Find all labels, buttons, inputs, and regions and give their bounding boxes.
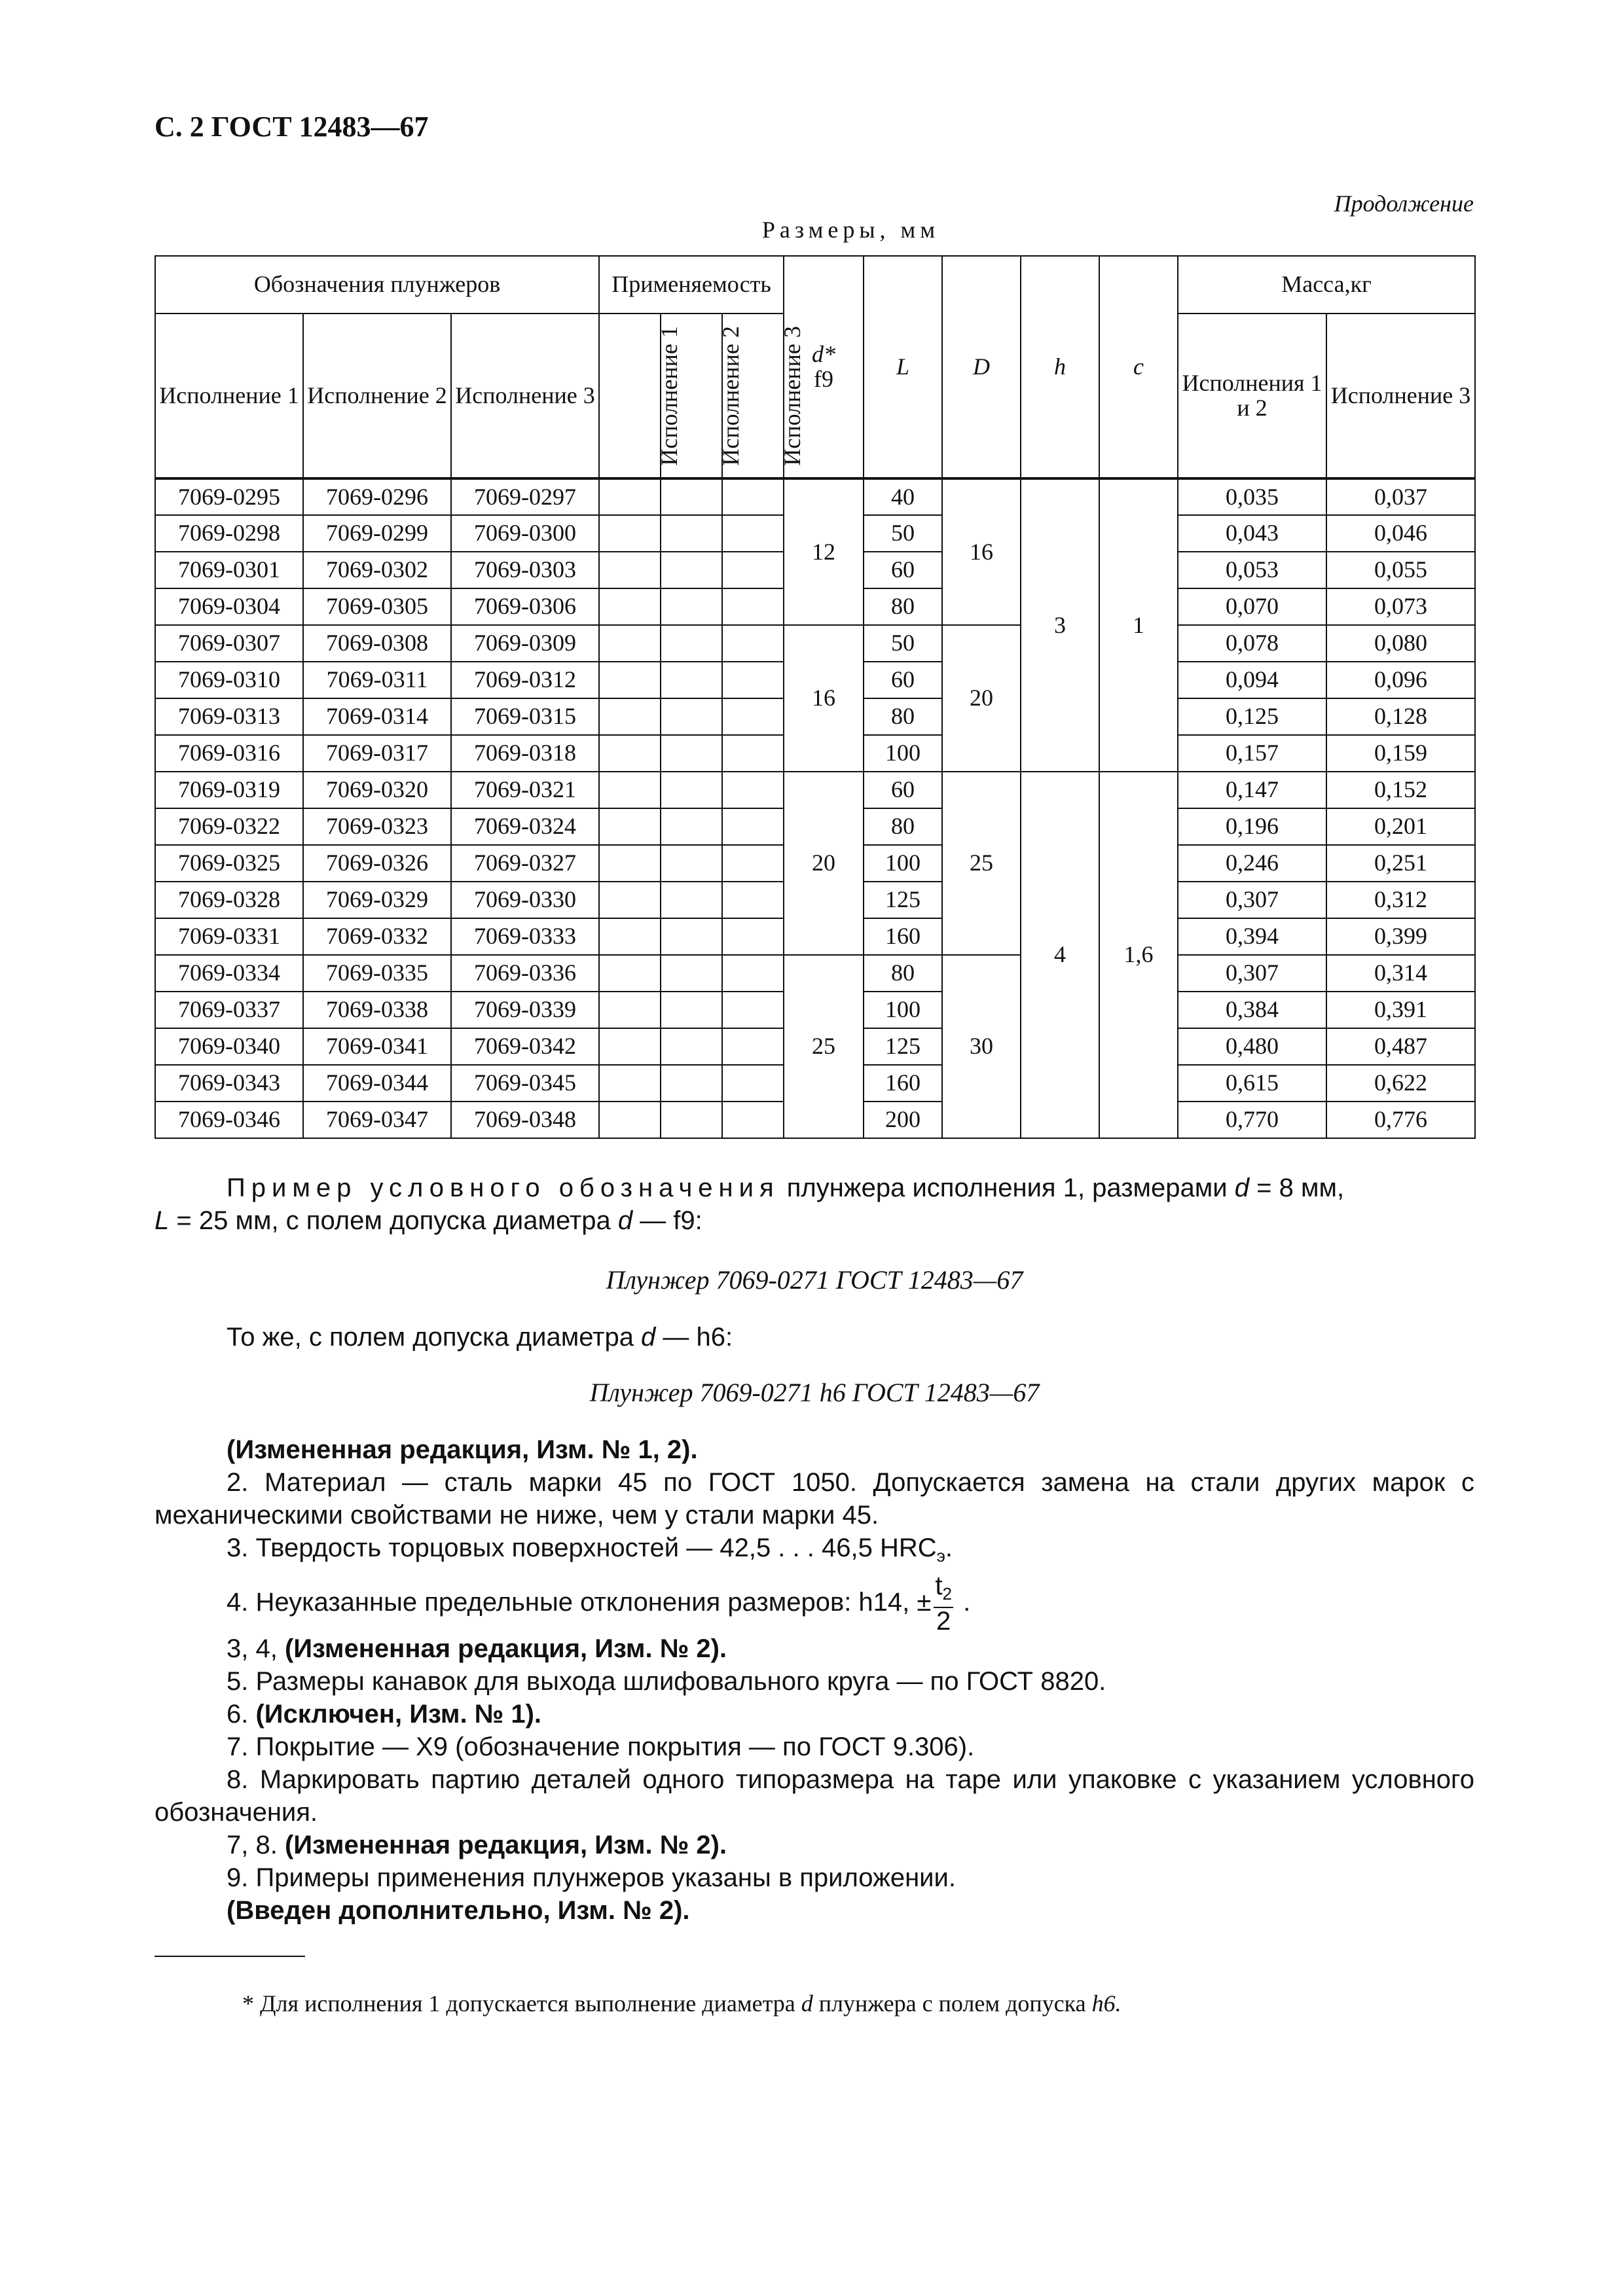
cell-mass3: 0,073 bbox=[1326, 588, 1475, 625]
cell-ex2: 7069-0329 bbox=[303, 882, 451, 918]
cell-app1 bbox=[599, 515, 661, 552]
cell-L: 50 bbox=[864, 515, 942, 552]
cell-ex2: 7069-0314 bbox=[303, 698, 451, 735]
note-3-text: 3. Твердость торцовых поверхностей — 42,5 . . . 46,5 HRC bbox=[227, 1534, 937, 1562]
cell-app1 bbox=[599, 808, 661, 845]
footnote-h6: h6. bbox=[1091, 1990, 1122, 2017]
cell-app2 bbox=[661, 1065, 722, 1102]
cell-d: 16 bbox=[784, 625, 864, 772]
cell-L: 60 bbox=[864, 552, 942, 588]
footnote-text-b: плунжера с полем допуска bbox=[812, 1990, 1092, 2017]
cell-app2 bbox=[661, 625, 722, 662]
cell-mass3: 0,201 bbox=[1326, 808, 1475, 845]
cell-app2 bbox=[661, 478, 722, 515]
cell-L: 50 bbox=[864, 625, 942, 662]
footnote-divider bbox=[155, 1956, 305, 1957]
cell-app1 bbox=[599, 478, 661, 515]
cell-mass12: 0,078 bbox=[1178, 625, 1326, 662]
fraction-numerator-sub: 2 bbox=[942, 1584, 952, 1604]
cell-app3 bbox=[722, 478, 784, 515]
cell-L: 125 bbox=[864, 882, 942, 918]
mass3-header: Исполнение 3 bbox=[1326, 314, 1475, 478]
cell-app2 bbox=[661, 882, 722, 918]
cell-ex1: 7069-0334 bbox=[155, 955, 303, 992]
cell-app3 bbox=[722, 845, 784, 882]
cell-mass12: 0,307 bbox=[1178, 955, 1326, 992]
example-text-3: = 25 мм, с полем допуска диаметра bbox=[169, 1206, 618, 1235]
L-symbol-text: L bbox=[155, 1206, 170, 1235]
note-6-prefix: 6. bbox=[227, 1700, 256, 1729]
cell-ex3: 7069-0324 bbox=[451, 808, 599, 845]
note-9: 9. Примеры применения плунжеров указаны в приложении. bbox=[227, 1863, 956, 1892]
cell-ex2: 7069-0341 bbox=[303, 1028, 451, 1065]
cell-mass12: 0,480 bbox=[1178, 1028, 1326, 1065]
cell-mass12: 0,394 bbox=[1178, 918, 1326, 955]
cell-ex1: 7069-0307 bbox=[155, 625, 303, 662]
cell-app2 bbox=[661, 515, 722, 552]
cell-mass3: 0,312 bbox=[1326, 882, 1475, 918]
cell-ex2: 7069-0311 bbox=[303, 662, 451, 698]
cell-L: 60 bbox=[864, 662, 942, 698]
cell-ex3: 7069-0303 bbox=[451, 552, 599, 588]
table-row bbox=[155, 955, 1475, 992]
cell-ex2: 7069-0347 bbox=[303, 1102, 451, 1138]
cell-L: 80 bbox=[864, 808, 942, 845]
cell-L: 160 bbox=[864, 918, 942, 955]
cell-ex3: 7069-0300 bbox=[451, 515, 599, 552]
cell-L: 100 bbox=[864, 735, 942, 772]
d-tolerance: f9 bbox=[814, 365, 834, 392]
cell-ex1: 7069-0316 bbox=[155, 735, 303, 772]
cell-L: 100 bbox=[864, 992, 942, 1028]
cell-ex3: 7069-0312 bbox=[451, 662, 599, 698]
mass12-header: Исполнения 1 и 2 bbox=[1178, 314, 1326, 478]
note-8: 8. Маркировать партию деталей одного типоразмера на таре или упаковке с указанием условного обозначения. bbox=[155, 1765, 1474, 1827]
cell-mass12: 0,615 bbox=[1178, 1065, 1326, 1102]
cell-ex3: 7069-0327 bbox=[451, 845, 599, 882]
cell-app3 bbox=[722, 552, 784, 588]
cell-mass3: 0,159 bbox=[1326, 735, 1475, 772]
cell-ex2: 7069-0335 bbox=[303, 955, 451, 992]
cell-app2 bbox=[661, 845, 722, 882]
cell-d: 20 bbox=[784, 772, 864, 955]
cell-mass12: 0,053 bbox=[1178, 552, 1326, 588]
cell-ex2: 7069-0299 bbox=[303, 515, 451, 552]
cell-app2 bbox=[661, 698, 722, 735]
page-header: С. 2 ГОСТ 12483—67 bbox=[155, 111, 429, 143]
cell-app1 bbox=[599, 992, 661, 1028]
cell-L: 100 bbox=[864, 845, 942, 882]
revision-34-prefix: 3, 4, bbox=[227, 1634, 285, 1663]
cell-ex2: 7069-0296 bbox=[303, 478, 451, 515]
cell-app2 bbox=[661, 772, 722, 808]
applicability-header: Применяемость bbox=[599, 256, 784, 314]
note-2: 2. Материал — сталь марки 45 по ГОСТ 1050. Допускается замена на стали других марок с механическими свойствами не ниже, чем у стали марки 45. bbox=[155, 1468, 1474, 1530]
fraction bbox=[934, 1573, 953, 1634]
d-symbol-text: d bbox=[1234, 1174, 1249, 1202]
cell-L: 80 bbox=[864, 955, 942, 992]
cell-ex2: 7069-0305 bbox=[303, 588, 451, 625]
cell-app1 bbox=[599, 552, 661, 588]
cell-ex1: 7069-0301 bbox=[155, 552, 303, 588]
L-header: L bbox=[864, 256, 942, 478]
cell-mass3: 0,080 bbox=[1326, 625, 1475, 662]
cell-app2 bbox=[661, 955, 722, 992]
fraction-denominator: 2 bbox=[936, 1607, 951, 1636]
cell-ex1: 7069-0346 bbox=[155, 1102, 303, 1138]
cell-app3 bbox=[722, 515, 784, 552]
cell-ex3: 7069-0348 bbox=[451, 1102, 599, 1138]
revision-78 bbox=[155, 1829, 1474, 1861]
note-4: 4. Неуказанные предельные отклонения размеров: h14, ± $\frac{t_2}{2}$ . bbox=[227, 1571, 971, 1636]
cell-ex3: 7069-0345 bbox=[451, 1065, 599, 1102]
cell-app1 bbox=[599, 882, 661, 918]
cell-app1 bbox=[599, 955, 661, 992]
cell-mass3: 0,314 bbox=[1326, 955, 1475, 992]
cell-ex3: 7069-0315 bbox=[451, 698, 599, 735]
cell-D: 20 bbox=[942, 625, 1021, 772]
table-row bbox=[155, 772, 1475, 808]
cell-app1 bbox=[599, 772, 661, 808]
cell-app1 bbox=[599, 662, 661, 698]
notes-block bbox=[155, 1433, 1474, 1927]
cell-app3 bbox=[722, 625, 784, 662]
cell-L: 80 bbox=[864, 698, 942, 735]
designations-header: Обозначения плунжеров bbox=[155, 256, 599, 314]
cell-mass3: 0,046 bbox=[1326, 515, 1475, 552]
cell-mass3: 0,251 bbox=[1326, 845, 1475, 882]
cell-mass12: 0,307 bbox=[1178, 882, 1326, 918]
note-4-text: 4. Неуказанные предельные отклонения размеров: h14, ± bbox=[227, 1588, 932, 1617]
plunger-table bbox=[155, 255, 1476, 1139]
cell-L: 125 bbox=[864, 1028, 942, 1065]
footnote bbox=[242, 1990, 1122, 2017]
D-header: D bbox=[942, 256, 1021, 478]
revision-78-bold: (Измененная редакция, Изм. № 2). bbox=[284, 1831, 727, 1859]
table-body bbox=[155, 478, 1475, 1138]
cell-ex2: 7069-0332 bbox=[303, 918, 451, 955]
cell-app3 bbox=[722, 1065, 784, 1102]
cell-mass3: 0,152 bbox=[1326, 772, 1475, 808]
d-symbol-text-3: d bbox=[641, 1323, 656, 1352]
sizes-caption: Размеры, мм bbox=[761, 217, 940, 243]
note-6-bold: (Исключен, Изм. № 1). bbox=[255, 1700, 542, 1729]
cell-ex1: 7069-0331 bbox=[155, 918, 303, 955]
cell-app3 bbox=[722, 808, 784, 845]
ex3-header: Исполнение 3 bbox=[451, 314, 599, 478]
cell-mass3: 0,622 bbox=[1326, 1065, 1475, 1102]
designation-2: Плунжер 7069-0271 h6 ГОСТ 12483—67 bbox=[589, 1378, 1040, 1407]
cell-ex1: 7069-0328 bbox=[155, 882, 303, 918]
cell-app1 bbox=[599, 735, 661, 772]
cell-ex1: 7069-0295 bbox=[155, 478, 303, 515]
cell-ex3: 7069-0297 bbox=[451, 478, 599, 515]
cell-ex3: 7069-0330 bbox=[451, 882, 599, 918]
cell-ex3: 7069-0336 bbox=[451, 955, 599, 992]
cell-ex3: 7069-0342 bbox=[451, 1028, 599, 1065]
footnote-d: d bbox=[801, 1990, 813, 2017]
cell-ex2: 7069-0344 bbox=[303, 1065, 451, 1102]
example-text-2: = 8 мм, bbox=[1249, 1174, 1345, 1202]
app2-label: Исполнение 2 bbox=[717, 325, 744, 466]
cell-app1 bbox=[599, 588, 661, 625]
cell-ex3: 7069-0309 bbox=[451, 625, 599, 662]
designation-1: Плунжер 7069-0271 ГОСТ 12483—67 bbox=[606, 1265, 1023, 1295]
cell-app3 bbox=[722, 1102, 784, 1138]
cell-app1 bbox=[599, 625, 661, 662]
cell-app2 bbox=[661, 662, 722, 698]
cell-ex1: 7069-0304 bbox=[155, 588, 303, 625]
cell-mass3: 0,399 bbox=[1326, 918, 1475, 955]
cell-app1 bbox=[599, 1028, 661, 1065]
continuation-label: Продолжение bbox=[1334, 190, 1474, 217]
note-9-added: (Введен дополнительно, Изм. № 2). bbox=[227, 1896, 690, 1925]
cell-app3 bbox=[722, 992, 784, 1028]
cell-mass12: 0,770 bbox=[1178, 1102, 1326, 1138]
cell-mass3: 0,487 bbox=[1326, 1028, 1475, 1065]
cell-c: 1 bbox=[1099, 478, 1178, 772]
revision-78-prefix: 7, 8. bbox=[227, 1831, 285, 1859]
fraction-numerator: t bbox=[935, 1571, 943, 1601]
cell-h: 3 bbox=[1021, 478, 1099, 772]
cell-app2 bbox=[661, 735, 722, 772]
cell-app3 bbox=[722, 662, 784, 698]
cell-L: 160 bbox=[864, 1065, 942, 1102]
cell-D: 30 bbox=[942, 955, 1021, 1138]
cell-app1 bbox=[599, 845, 661, 882]
cell-ex3: 7069-0306 bbox=[451, 588, 599, 625]
cell-ex1: 7069-0298 bbox=[155, 515, 303, 552]
cell-app3 bbox=[722, 955, 784, 992]
cell-ex3: 7069-0318 bbox=[451, 735, 599, 772]
cell-app1 bbox=[599, 1065, 661, 1102]
note-3: 3. Твердость торцовых поверхностей — 42,5 . . . 46,5 $HRC_э$. bbox=[227, 1534, 953, 1566]
cell-app3 bbox=[722, 588, 784, 625]
h-header: h bbox=[1021, 256, 1099, 478]
cell-D: 25 bbox=[942, 772, 1021, 955]
cell-mass3: 0,128 bbox=[1326, 698, 1475, 735]
note-3-sub: э bbox=[936, 1546, 945, 1566]
app1-header bbox=[599, 314, 682, 478]
cell-mass12: 0,147 bbox=[1178, 772, 1326, 808]
cell-ex1: 7069-0337 bbox=[155, 992, 303, 1028]
cell-app3 bbox=[722, 735, 784, 772]
cell-ex1: 7069-0313 bbox=[155, 698, 303, 735]
cell-d: 12 bbox=[784, 478, 864, 625]
example-paragraph bbox=[155, 1172, 1474, 1237]
cell-L: 60 bbox=[864, 772, 942, 808]
note-5: 5. Размеры канавок для выхода шлифовального круга — по ГОСТ 8820. bbox=[227, 1667, 1106, 1696]
cell-ex2: 7069-0302 bbox=[303, 552, 451, 588]
cell-app3 bbox=[722, 882, 784, 918]
cell-h: 4 bbox=[1021, 772, 1099, 1138]
cell-ex2: 7069-0338 bbox=[303, 992, 451, 1028]
cell-ex2: 7069-0326 bbox=[303, 845, 451, 882]
cell-app2 bbox=[661, 808, 722, 845]
cell-mass12: 0,035 bbox=[1178, 478, 1326, 515]
example-spaced: Пример условного обозначения bbox=[227, 1174, 780, 1202]
cell-L: 80 bbox=[864, 588, 942, 625]
cell-mass3: 0,055 bbox=[1326, 552, 1475, 588]
cell-ex1: 7069-0319 bbox=[155, 772, 303, 808]
cell-ex1: 7069-0325 bbox=[155, 845, 303, 882]
cell-ex2: 7069-0308 bbox=[303, 625, 451, 662]
cell-app2 bbox=[661, 992, 722, 1028]
revision-34-bold: (Измененная редакция, Изм. № 2). bbox=[284, 1634, 727, 1663]
cell-mass3: 0,776 bbox=[1326, 1102, 1475, 1138]
cell-app3 bbox=[722, 1028, 784, 1065]
same-h6-text-a: То же, с полем допуска диаметра bbox=[227, 1323, 642, 1352]
table-row bbox=[155, 478, 1475, 515]
cell-mass12: 0,157 bbox=[1178, 735, 1326, 772]
cell-app1 bbox=[599, 1102, 661, 1138]
cell-mass12: 0,246 bbox=[1178, 845, 1326, 882]
cell-mass12: 0,196 bbox=[1178, 808, 1326, 845]
cell-c: 1,6 bbox=[1099, 772, 1178, 1138]
note-6 bbox=[155, 1698, 1474, 1731]
cell-app1 bbox=[599, 918, 661, 955]
cell-mass12: 0,094 bbox=[1178, 662, 1326, 698]
app1-label: Исполнение 1 bbox=[655, 325, 682, 466]
cell-mass3: 0,096 bbox=[1326, 662, 1475, 698]
cell-mass3: 0,391 bbox=[1326, 992, 1475, 1028]
cell-ex1: 7069-0343 bbox=[155, 1065, 303, 1102]
footnote-text-a: * Для исполнения 1 допускается выполнение диаметра bbox=[242, 1990, 801, 2017]
cell-L: 40 bbox=[864, 478, 942, 515]
cell-app2 bbox=[661, 1028, 722, 1065]
cell-mass12: 0,384 bbox=[1178, 992, 1326, 1028]
c-header: c bbox=[1099, 256, 1178, 478]
cell-app2 bbox=[661, 1102, 722, 1138]
cell-mass12: 0,070 bbox=[1178, 588, 1326, 625]
revision-12: (Измененная редакция, Изм. № 1, 2). bbox=[227, 1435, 698, 1464]
ex2-header: Исполнение 2 bbox=[303, 314, 451, 478]
cell-app2 bbox=[661, 552, 722, 588]
cell-ex1: 7069-0322 bbox=[155, 808, 303, 845]
cell-ex1: 7069-0310 bbox=[155, 662, 303, 698]
mass-header: Масса,кг bbox=[1178, 256, 1475, 314]
cell-app1 bbox=[599, 698, 661, 735]
cell-app2 bbox=[661, 588, 722, 625]
cell-mass12: 0,125 bbox=[1178, 698, 1326, 735]
cell-L: 200 bbox=[864, 1102, 942, 1138]
table-row bbox=[155, 625, 1475, 662]
cell-ex2: 7069-0323 bbox=[303, 808, 451, 845]
d-symbol: d* bbox=[812, 340, 836, 367]
d-symbol-text-2: d bbox=[617, 1206, 633, 1235]
same-h6-text-b: — h6: bbox=[655, 1323, 733, 1352]
cell-ex1: 7069-0340 bbox=[155, 1028, 303, 1065]
cell-ex3: 7069-0321 bbox=[451, 772, 599, 808]
cell-app3 bbox=[722, 698, 784, 735]
cell-ex3: 7069-0339 bbox=[451, 992, 599, 1028]
example-text-4: — f9: bbox=[632, 1206, 702, 1235]
cell-ex3: 7069-0333 bbox=[451, 918, 599, 955]
cell-ex2: 7069-0317 bbox=[303, 735, 451, 772]
ex1-header: Исполнение 1 bbox=[155, 314, 303, 478]
cell-app3 bbox=[722, 918, 784, 955]
revision-34 bbox=[155, 1632, 1474, 1665]
example-text-1: плунжера исполнения 1, размерами bbox=[779, 1174, 1235, 1202]
cell-mass3: 0,037 bbox=[1326, 478, 1475, 515]
app3-label: Исполнение 3 bbox=[778, 325, 805, 466]
cell-ex2: 7069-0320 bbox=[303, 772, 451, 808]
cell-d: 25 bbox=[784, 955, 864, 1138]
cell-app2 bbox=[661, 918, 722, 955]
same-h6-line bbox=[227, 1321, 1470, 1354]
cell-D: 16 bbox=[942, 478, 1021, 625]
note-7: 7. Покрытие — Х9 (обозначение покрытия — по ГОСТ 9.306). bbox=[227, 1732, 975, 1761]
cell-mass12: 0,043 bbox=[1178, 515, 1326, 552]
cell-app3 bbox=[722, 772, 784, 808]
